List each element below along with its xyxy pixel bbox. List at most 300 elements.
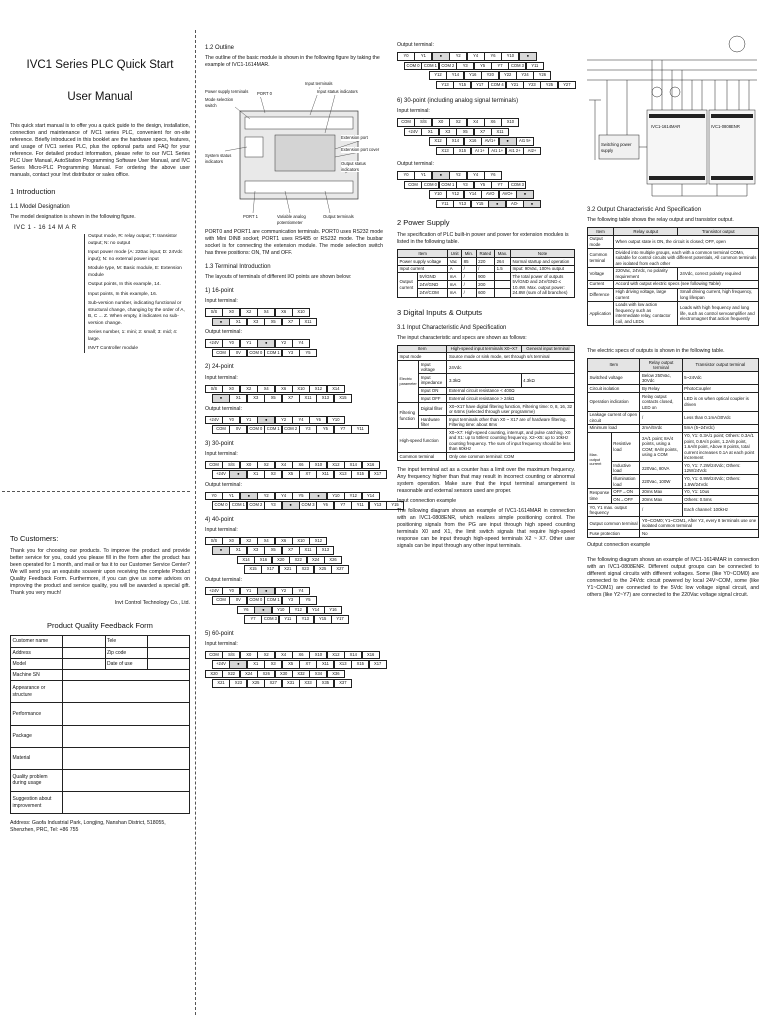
terminal-subheading: 6) 30-point (including analog signal terminals) <box>397 98 519 105</box>
column-3 <box>397 0 575 553</box>
form-field[interactable] <box>63 769 190 791</box>
feedback-form-title: Product Quality Feedback Form <box>47 621 153 631</box>
terminal-cell: COM 1 <box>229 501 247 510</box>
terminal-caption: Output terminal: <box>205 329 242 336</box>
terminal-cell: +24V <box>205 587 223 596</box>
terminal-row <box>244 565 383 574</box>
terminal-strip <box>205 587 383 605</box>
manual-subtitle: User Manual <box>67 90 133 103</box>
outline-text: The outline of the basic module is shown in the following figure by taking the example of IVC1-1614MAR. <box>205 55 380 69</box>
terminal-row <box>212 470 383 479</box>
terminal-cell: X1 <box>229 318 247 327</box>
terminal-cell: X7 <box>474 128 492 137</box>
terminal-cell: Y6 <box>316 501 334 510</box>
terminal-row <box>205 587 383 596</box>
port-description: PORT0 and PORT1 are communication terminals. PORT0 uses RS232 mode with Mini DIN8 socket; PORT1 uses RS485 or RS232 mode. The busbar socket is for connecting the extension module. The mode selection switch has three positions: ON, TM and OFF. <box>205 229 383 257</box>
terminal-cell: Y22 <box>499 71 517 80</box>
terminal-row <box>212 349 383 358</box>
terminal-cell: X1 <box>229 546 247 555</box>
terminal-cell: X7 <box>299 660 317 669</box>
terminal-cell: +24V <box>212 660 230 669</box>
terminal-cell: Y4 <box>275 492 293 501</box>
table-header: Item <box>588 228 614 236</box>
terminal-cell: X10 <box>501 118 519 127</box>
terminal-cell: Y0 <box>222 587 240 596</box>
terminal-cell: AI 1+ <box>471 147 489 156</box>
terminal-cell: 0V <box>229 425 247 434</box>
model-intro: The model designation is shown in the following figure. <box>10 214 136 221</box>
terminal-cell: COM 1 <box>264 425 282 434</box>
model-note: Module type, M: Basic module, E: Extension module <box>88 266 182 278</box>
table-row: Input mode Source mode or sink mode, set through s/s terminal <box>398 353 575 361</box>
form-label: Model <box>11 658 63 669</box>
terminal-cell: Y4 <box>467 171 485 180</box>
terminal-cell: COM 2 <box>282 425 300 434</box>
terminal-caption: Output terminal: <box>205 576 242 583</box>
terminal-strip <box>397 171 575 189</box>
terminals-40 <box>205 516 383 624</box>
output-spec-intro: The electric specs of outputs is shown in the following table. <box>587 347 725 354</box>
table-row: Input impedance 3.3kΩ 4.3kΩ <box>398 374 575 387</box>
form-field[interactable] <box>147 658 190 669</box>
terminal-cell: Y14 <box>446 71 464 80</box>
terminal-row <box>436 200 575 209</box>
table-header: Rated <box>476 250 494 258</box>
terminal-cell: X10 <box>309 651 327 660</box>
terminal-cell: Y12 <box>289 606 307 615</box>
terminal-subheading: 1) 16-point <box>205 288 234 295</box>
figure-label: Mode selection switch <box>205 97 234 108</box>
terminal-cell: S/S <box>222 461 240 470</box>
terminal-cell: Y0 <box>397 171 415 180</box>
terminal-cell: X13 <box>334 470 352 479</box>
terminal-caption: Output terminal: <box>397 42 434 48</box>
terminal-cell: X3 <box>264 660 282 669</box>
terminal-cell: Y4 <box>467 52 485 61</box>
terminal-cell: Y6 <box>484 52 502 61</box>
terminal-cell: X16 <box>362 461 380 470</box>
terminal-row <box>404 128 575 137</box>
terminal-cell: X16 <box>254 556 272 565</box>
terminal-cell: X23 <box>296 565 314 574</box>
terminal-cell: Y27 <box>558 81 576 90</box>
terminal-row <box>436 81 575 90</box>
form-field[interactable] <box>63 636 106 647</box>
table-row: Output mode When output state is ON, the circuit is closed; OFF, open <box>588 235 759 248</box>
terminal-row <box>397 52 575 61</box>
terminal-caption: Input terminal: <box>205 298 238 305</box>
form-label: Zip code <box>105 647 147 658</box>
table-header: Item <box>588 358 640 371</box>
terminal-strip <box>205 308 383 326</box>
terminal-cell: Y10 <box>272 606 290 615</box>
terminal-row <box>205 651 383 660</box>
form-label: Customer name <box>11 636 63 647</box>
output-example-heading: Output connection example <box>587 542 651 549</box>
input-spec-intro: The input characteristic and specs are shown as follows: <box>397 334 527 341</box>
terminal-cell: Y2 <box>449 52 467 61</box>
terminal-cell: Y1 <box>240 339 258 348</box>
table-row: 24V/COM mA / 600 <box>398 289 575 297</box>
terminal-cell: Y1 <box>240 587 258 596</box>
terminal-cell: X37 <box>334 679 352 688</box>
table-row: Common terminal Only one common terminal: COM <box>398 453 575 461</box>
section-3-1-heading: 3.1 Input Characteristic And Specification <box>397 324 507 331</box>
terminal-cell: X14 <box>446 137 464 146</box>
terminal-cell: X4 <box>275 461 293 470</box>
terminal-cell: S/S <box>205 308 223 317</box>
form-field[interactable] <box>63 725 190 747</box>
intro-paragraph: This quick start manual is to offer you a quick guide to the design, installation, connection and maintenance of IVC1 series PLC, convenient for on-site reference. Briefly introduced in this booklet are the hardware specs, features, and usage of IVC1 series PLC, plus the optional parts and FAQ for your reference. For detailed product information, please refer to our IVC1 Series PLC User Manual, AutoStation Programming Software User Manual, and IVC Series Micro-PLC Programming Manual. For ordering the above user manuals, contact your Invt distributor or sales office. <box>10 123 190 179</box>
terminal-cell: Y0 <box>205 492 223 501</box>
terminal-cell: +24V <box>205 416 223 425</box>
terminal-cell: X25 <box>314 565 332 574</box>
terminal-strip <box>397 118 575 136</box>
column-4 <box>587 0 759 602</box>
form-field[interactable] <box>147 647 190 658</box>
table-row: Filtering function Digital filter X0~X17 have digital filtering function, Filtering time: 0, 8, 16, 32 or 64ms (selected through user programme) <box>398 402 575 415</box>
terminal-subheading: 3) 30-point <box>205 440 234 447</box>
terminal-row <box>212 660 383 669</box>
model-note: Input points, In this example, 16. <box>88 291 158 297</box>
terminal-cell: COM <box>404 181 422 190</box>
company-signature: Invt Control Technology Co., Ltd. <box>114 600 190 607</box>
terminal-cell: X7 <box>282 394 300 403</box>
terminal-caption: Output terminal: <box>205 481 242 488</box>
terminal-row <box>212 501 399 510</box>
figure-label: Variable analog potentiometer <box>277 214 313 225</box>
model-note: Sub-version number, indicating functional or structural change, changing by the order of A, B, C ... Z. When empty, it indicates no sub-version change. <box>88 301 185 326</box>
terminal-cell: Y15 <box>471 200 489 209</box>
terminal-cell: X1 <box>421 128 439 137</box>
terminal-cell: Y11 <box>351 501 369 510</box>
terminal-cell: Y5 <box>299 349 317 358</box>
terminals-30 <box>205 440 399 510</box>
terminal-cell: Y17 <box>471 81 489 90</box>
terminal-cell: X6 <box>292 461 310 470</box>
form-field[interactable] <box>63 747 190 769</box>
terminal-cell: Y2 <box>275 416 293 425</box>
figure-label: Input terminals <box>305 81 333 87</box>
terminal-row <box>429 137 575 146</box>
terminal-subheading: 5) 60-point <box>205 630 234 637</box>
section-1-2-heading: 1.2 Outline <box>205 45 235 51</box>
terminal-cell: Y3 <box>299 425 317 434</box>
form-field[interactable] <box>63 792 190 814</box>
terminal-row <box>212 394 383 403</box>
terminal-cell: +24V <box>205 339 223 348</box>
terminal-cell: COM <box>212 349 230 358</box>
terminal-cell: X11 <box>316 470 334 479</box>
terminal-cell: ● <box>257 339 275 348</box>
terminal-cell: Y12 <box>429 71 447 80</box>
table-row: Illumination load 220Vac, 100W Y0, Y1: 0.9W/24Vdc; Others: 1.5W/24Vdc <box>588 475 759 488</box>
customers-heading: To Customers: <box>10 534 59 543</box>
terminal-cell: ● <box>212 318 230 327</box>
terminal-cell: X3 <box>247 318 265 327</box>
terminal-cell: ● <box>240 492 258 501</box>
terminal-intro: The layouts of terminals of different I/O points are shown below: <box>205 274 352 281</box>
terminal-cell: X5 <box>264 318 282 327</box>
terminal-cell: Y15 <box>453 81 471 90</box>
terminal-cell: X0 <box>222 537 240 546</box>
table-row: Circuit isolation By Relay PhotoCoupler <box>588 385 759 393</box>
terminal-cell: COM 2 <box>439 62 457 71</box>
table-header: Unit <box>448 250 462 258</box>
section-3-heading: 3 Digital Inputs & Outputs <box>397 307 483 317</box>
terminal-cell: X16 <box>362 651 380 660</box>
cut-line <box>2 491 190 492</box>
terminal-cell: COM 4 <box>488 81 506 90</box>
terminal-cell: Y11 <box>436 200 454 209</box>
figure-label: Input status indicators <box>317 89 358 95</box>
terminal-cell: X5 <box>282 660 300 669</box>
terminal-cell: Y1 <box>240 416 258 425</box>
terminal-cell: ● <box>212 394 230 403</box>
terminal-cell: X21 <box>279 565 297 574</box>
terminal-cell: ● <box>282 501 300 510</box>
terminal-row <box>212 596 383 605</box>
terminal-cell: Y3 <box>456 181 474 190</box>
terminal-cell: X16 <box>464 137 482 146</box>
terminal-cell: COM 0 <box>421 181 439 190</box>
terminal-row <box>397 118 575 127</box>
terminal-row <box>244 615 383 624</box>
section-1-heading: 1 Introduction <box>10 187 56 197</box>
terminal-cell: Y1 <box>414 171 432 180</box>
terminal-cell: X20 <box>272 556 290 565</box>
terminal-cell: +24V <box>212 470 230 479</box>
terminals-16 <box>205 287 383 357</box>
form-field[interactable] <box>63 669 190 680</box>
terminal-cell: ● <box>257 416 275 425</box>
terminal-cell: COM 0 <box>212 501 230 510</box>
table-row: 24V/GND mA / 200 <box>398 281 575 289</box>
terminal-cell: Y6 <box>484 171 502 180</box>
section-1-3-heading: 1.3 Terminal Introduction <box>205 264 271 271</box>
terminal-cell: Y7 <box>244 615 262 624</box>
terminal-cell: AVO+ <box>499 190 517 199</box>
terminal-cell: X4 <box>275 651 293 660</box>
terminal-cell: COM 3 <box>508 181 526 190</box>
terminal-cell: X27 <box>331 565 349 574</box>
terminal-cell: Y2 <box>275 587 293 596</box>
section-3-2-heading: 3.2 Output Characteristic And Specification <box>587 207 702 213</box>
model-note: INVT Controller module <box>88 346 139 352</box>
form-field[interactable] <box>63 647 106 658</box>
terminal-row <box>205 416 383 425</box>
terminal-cell: X10 <box>309 461 327 470</box>
terminal-cell: X26 <box>324 556 342 565</box>
terminal-cell: 0V <box>229 349 247 358</box>
terminal-cell: X36 <box>327 670 345 679</box>
wiring-diagram-drawing <box>587 30 759 200</box>
column-divider <box>195 30 196 1015</box>
terminal-row <box>205 537 383 546</box>
terminal-cell: Y3 <box>282 596 300 605</box>
feedback-form <box>10 635 190 814</box>
table-row: Electric parameter Input voltage 24Vdc <box>398 361 575 374</box>
terminal-row <box>205 308 383 317</box>
terminal-cell: X20 <box>205 670 223 679</box>
terminal-row <box>237 556 383 565</box>
terminal-cell: Y5 <box>474 181 492 190</box>
terminal-cell: Y11 <box>279 615 297 624</box>
output-example-text: The following diagram shows an example of IVC1-1614MAR in connection with an IVC1-0808ENR. Different output groups can be connected to different signal circuits with different voltages. Some (like Y0~COM0) are connected to the 24Vdc circuit powered by local 24V~COM, some (like Y1~COM1) are connected to the 5Vdc low voltage signal circuit, and others (like Y2~Y7) are connected to the 220Vac voltage signal circuit. <box>587 557 759 599</box>
terminal-cell: Y5 <box>474 62 492 71</box>
terminal-cell: Y13 <box>436 81 454 90</box>
table-row: Hardware filter Input terminals other than X0 ~ X17 are of hardware filtering. Filtering time: about 8ms <box>398 416 575 429</box>
terminal-cell: Y16 <box>324 606 342 615</box>
column-1 <box>10 0 190 834</box>
terminal-cell: AV/1+ <box>481 137 499 146</box>
terminal-cell: ● <box>523 200 541 209</box>
terminal-row <box>436 147 575 156</box>
terminal-row <box>205 385 383 394</box>
terminal-cell: X14 <box>327 385 345 394</box>
terminal-cell: X6 <box>292 651 310 660</box>
terminal-cell: X12 <box>309 537 327 546</box>
terminal-row <box>205 670 383 679</box>
terminal-cell: X4 <box>257 537 275 546</box>
table-row: Y0, Y1 max. output frequency / Each channel: 100kHz <box>588 504 759 517</box>
terminal-cell: COM 1 <box>264 596 282 605</box>
terminal-cell: Y7 <box>334 425 352 434</box>
terminal-cell: X15 <box>244 565 262 574</box>
terminal-cell: COM 2 <box>247 501 265 510</box>
terminal-row <box>205 492 383 501</box>
terminal-cell: Y0 <box>222 339 240 348</box>
terminal-cell: Y12 <box>344 492 362 501</box>
terminal-cell: X24 <box>307 556 325 565</box>
table-header: Transistor output <box>678 228 759 236</box>
terminal-cell: X7 <box>282 318 300 327</box>
terminal-cell: Y3 <box>456 62 474 71</box>
terminal-row <box>404 62 575 71</box>
connection-diagram <box>587 30 759 200</box>
input-example-heading: Input connection example <box>397 498 457 505</box>
terminal-caption: Input terminal: <box>205 374 238 381</box>
terminal-cell: Y2 <box>275 339 293 348</box>
form-field[interactable] <box>63 681 190 703</box>
terminal-caption: Output terminal: <box>397 161 434 168</box>
terminal-strip <box>205 492 399 510</box>
form-label: Appearance or structure <box>11 681 63 703</box>
terminal-strip <box>205 537 383 555</box>
terminal-cell: X13 <box>436 147 454 156</box>
terminal-cell: X5 <box>264 394 282 403</box>
figure-label: Extension port cover <box>341 147 380 153</box>
terminal-cell: Y12 <box>446 190 464 199</box>
terminal-cell: Y21 <box>506 81 524 90</box>
terminal-cell: ● <box>488 200 506 209</box>
terminal-cell: X10 <box>292 308 310 317</box>
terminal-cell: Y11 <box>351 425 369 434</box>
terminal-cell: X11 <box>491 128 509 137</box>
table-header: Transistor output terminal <box>682 358 758 371</box>
terminal-cell: X4 <box>257 308 275 317</box>
figure-label: PORT 0 <box>257 91 272 97</box>
terminal-cell: AVO <box>481 190 499 199</box>
table-header: Relay output terminal <box>640 358 682 371</box>
diagram-label: Switching power supply <box>601 142 632 153</box>
model-notes <box>84 234 190 352</box>
input-spec-table <box>397 345 575 461</box>
terminal-cell: X12 <box>327 651 345 660</box>
terminal-cell: X24 <box>240 670 258 679</box>
table-row: Current Accord with output electric specs (see following Table) <box>588 280 759 288</box>
terminal-row <box>404 181 575 190</box>
form-field[interactable] <box>63 658 106 669</box>
terminal-cell: X11 <box>299 546 317 555</box>
terminal-strip <box>397 52 575 70</box>
terminal-cell: Y10 <box>327 416 345 425</box>
terminal-cell: COM 1 <box>421 62 439 71</box>
terminal-cell: X14 <box>344 651 362 660</box>
form-label: Material <box>11 747 63 769</box>
terminal-cell: ● <box>519 52 537 61</box>
terminal-cell: Y14 <box>307 606 325 615</box>
terminal-cell: Y26 <box>533 71 551 80</box>
terminal-cell: ● <box>309 492 327 501</box>
terminal-row <box>212 546 383 555</box>
terminal-cell: Y0 <box>222 416 240 425</box>
terminal-cell: Y2 <box>257 492 275 501</box>
terminal-strip <box>237 556 383 574</box>
terminal-cell: X11 <box>316 660 334 669</box>
terminal-cell: Y14 <box>464 190 482 199</box>
terminal-cell: Y11 <box>526 62 544 71</box>
terminal-cell: X13 <box>316 546 334 555</box>
table-row: Output current 5V/GND mA / 900 The total power of outputs 5V/GND and 24V/GND ≤ 10.4W. Max. output power: 24.8W (sum of all branches) <box>398 273 575 281</box>
terminal-cell: X0 <box>432 118 450 127</box>
terminal-cell: X33 <box>299 679 317 688</box>
model-code: IVC 1 - 16 14 M A R <box>14 225 77 232</box>
diagram-label: IVC1-0808ENR <box>711 124 740 129</box>
table-row: Input current A / / 1.5 Input: 90Vac, 100% output <box>398 265 575 273</box>
form-label: Machine SN <box>11 669 63 680</box>
form-field[interactable] <box>147 636 190 647</box>
terminal-cell: Y4 <box>292 339 310 348</box>
terminal-cell: COM 0 <box>404 62 422 71</box>
table-header: Note <box>511 250 575 258</box>
terminal-cell: X2 <box>240 308 258 317</box>
terminal-cell: Y25 <box>540 81 558 90</box>
company-address: Address: Gaofa Industrial Park, Longjing, Nanshan District, 518055, Shenzhen, PRC, Tel: +86 755 <box>10 820 166 834</box>
terminal-strip <box>205 339 383 357</box>
terminal-cell: X6 <box>275 385 293 394</box>
terminal-cell: AO- <box>506 200 524 209</box>
figure-label: Output terminals <box>323 214 354 220</box>
terminal-cell: X5 <box>456 128 474 137</box>
terminal-cell: AI1 2+ <box>506 147 524 156</box>
table-row: Operation indication Relay output contacts closed, LED on LED is on when optical coupler is driven <box>588 393 759 412</box>
terminal-cell: Y1 <box>414 52 432 61</box>
column-2 <box>205 0 399 689</box>
terminal-cell: X2 <box>449 118 467 127</box>
terminal-cell: Y7 <box>491 62 509 71</box>
terminal-cell: X0 <box>240 461 258 470</box>
table-row: Inductive load 220Vac, 80VA Y0, Y1: 7.2W/24Vdc; Others: 12W/24Vdc <box>588 462 759 475</box>
terminal-cell: ● <box>499 137 517 146</box>
terminal-cell: COM 0 <box>247 349 265 358</box>
terminal-cell: ● <box>212 546 230 555</box>
terminal-cell: X5 <box>264 546 282 555</box>
terminal-cell: X30 <box>275 670 293 679</box>
form-field[interactable] <box>63 703 190 725</box>
figure-label: Output status indicators <box>341 161 381 172</box>
terminal-cell: Y15 <box>386 501 404 510</box>
